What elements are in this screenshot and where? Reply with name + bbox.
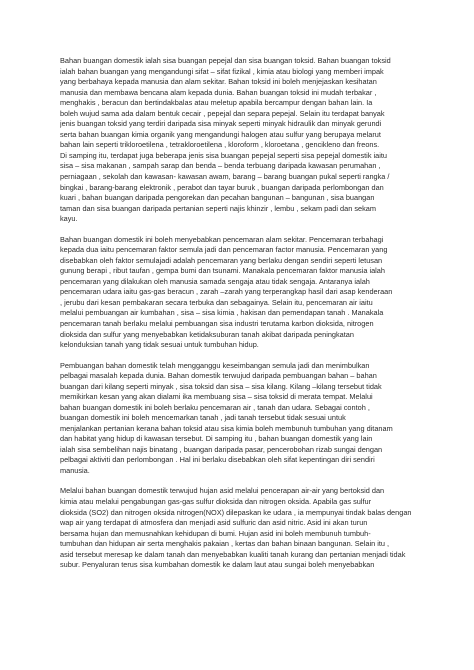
text-line: pelbagai aktiviti dan perlombongan . Hal ini berlaku disebabkan oleh sifat kepentingan diri sendiri xyxy=(60,455,375,465)
text-line: taman dan sisa buangan daripada pertanian seperti najis khinzir , lembu , sekam padi dan sekam xyxy=(60,203,376,213)
text-line: wap air yang terdapat di atmosfera dan menjadi asid sulfuric dan asid nitric. Asid ini akan turun xyxy=(60,518,368,528)
text-line: asid tersebut meresap ke dalam tanah dan menyebabkan kualiti tanah kurang dan pertanian menjadi tidak xyxy=(60,549,406,559)
text-line: bingkai , barang-barang elektronik , perabot dan tayar buruk , buangan daripada perlombongan dan xyxy=(60,182,384,192)
text-line: manusia. xyxy=(60,466,90,476)
text-line: buangan domestik ini boleh mencemarkan tanah , jadi tanah tersebut tidak sesuai untuk xyxy=(60,413,346,423)
text-line: pencemaran yang dilakukan oleh manusia samada sengaja atau tidak sengaja. Antaranya ialah xyxy=(60,276,370,286)
text-line: ialah bahan buangan yang mengandungi sifat – sifat fizikal , kimia atau biologi yang memberi impak xyxy=(60,66,384,76)
text-line: kimia atau melalui pengabungan gas-gas sulfur dioksida dan nitrogen oksida. Apabila gas sulfur xyxy=(60,497,372,506)
text-line: menjalankan pertanian kerana bahan toksid atau sisa kimia boleh membunuh tumbuhan yang ditanam xyxy=(60,423,393,433)
text-line: kuari , bahan buangan daripada pengorekan dan pecahan bangunan – bangunan , sisa buangan xyxy=(60,193,375,203)
text-line: menghakis , beracun dan bertindakbalas atau meletup apabila bercampur dengan bahan lain. Ia xyxy=(60,98,373,108)
text-line: pencemaran udara iaitu gas-gas beracun , zarah –zarah yang terperangkap hasil dari asap kenderaan xyxy=(60,287,393,297)
text-line: ialah sisa sembelihan najis binatang , buangan daripada pasar, pencerobohan rizab sungai dengan xyxy=(60,444,383,454)
text-line: dioksida (SO2) dan nitrogen oksida nitrogen(NOX) dilepaskan ke udara , ia mempunyai tindak balas dengan xyxy=(60,507,412,517)
text-line: tumbuhan dan hidupan air serta menghakis pakaian , kertas dan bahan binaan bangunan. Selain itu , xyxy=(60,539,390,549)
text-line: Pembuangan bahan domestik telah mengganggu keseimbangan semula jadi dan menimbulkan xyxy=(60,360,370,370)
document-page xyxy=(60,56,424,571)
text-line: bahan lain seperti trikloroetilena , tetrakloroetilena , kloroform , kloroetana , gencikleno dan freons. xyxy=(60,140,380,150)
text-line: boleh wujud sama ada dalam bentuk cecair , pepejal dan separa pepejal. Selain itu terdapat banyak xyxy=(60,108,385,118)
paragraph xyxy=(60,361,424,477)
text-line: kayu. xyxy=(60,214,78,224)
text-line: kepada dua iaitu pencemaran faktor semula jadi dan pencemaran factor manusia. Pencemaran yang xyxy=(60,245,388,255)
text-line: dan habitat yang hidup di kawasan tersebut. Di samping itu , bahan buangan domestik yang lain xyxy=(60,434,373,444)
text-line: pelbagai masalah kepada dunia. Bahan domestik terwujud daripada pembuangan bahan – bahan xyxy=(60,371,377,381)
text-line: jenis buangan toksid yang terdiri daripada sisa minyak seperti minyak hidraulik dan minyak gerundi xyxy=(60,119,382,129)
text-line: perniagaan , sekolah dan kawasan- kawasan awam, barang – barang buangan pukal seperti rangka / xyxy=(60,172,390,182)
text-line: Bahan buangan domestik ialah sisa buangan pepejal dan sisa buangan toksid. Bahan buangan toksid xyxy=(60,56,391,65)
text-line: Melalui bahan buangan domestik terwujud hujan asid melalui pencerapan air-air yang bertoksid dan xyxy=(60,486,385,496)
text-line: bahan buangan domestik ini boleh berlaku pencemaran air , tanah dan udara. Sebagai contoh , xyxy=(60,402,370,412)
text-line: yang berbahaya kepada manusia dan alam sekitar. Bahan toksid ini boleh menjejaskan kesihatan xyxy=(60,77,377,87)
text-line: Di samping itu, terdapat juga beberapa jenis sisa buangan pepejal seperti sisa pepejal domestik iaitu xyxy=(60,150,388,160)
text-line: pencemaran tanah berlaku melalui pembuangan sisa industri terutama karbon dioksida, nitrogen xyxy=(60,319,374,329)
text-line: , jerubu dari kesan pembakaran secara terbuka dan sebagainya. Selain itu, pencemaran air iaitu xyxy=(60,297,373,307)
text-line: subur. Penyaluran terus sisa kumbahan domestik ke dalam laut atau sungai boleh menyebabkan xyxy=(60,560,375,570)
text-line: Bahan buangan domestik ini boleh menyebabkan pencemaran alam sekitar. Pencemaran terbahagi xyxy=(60,234,384,244)
text-line: melalui pembuangan air kumbahan , sisa – sisa kimia , hakisan dan pemendapan tanah . Manakala xyxy=(60,308,384,318)
paragraph xyxy=(60,56,424,225)
text-line: gunung berapi , ribut taufan , gempa bumi dan tsunami. Manakala pencemaran faktor manusia ialah xyxy=(60,266,385,276)
text-line: dioksida dan sulfur yang menyebabkan ketidaksuburan tanah akibat daripada peningkatan xyxy=(60,329,354,339)
text-line: serta bahan buangan kimia organik yang mengandungi halogen atau sulfur yang berupaya melarut xyxy=(60,129,381,139)
text-line: buangan dari kilang seperti minyak , sisa toksid dan sisa – sisa kilang. Kilang –kilang tersebut tidak xyxy=(60,381,382,391)
text-line: bersama hujan dan memusnahkan kehidupan di bumi. Hujan asid ini boleh membunuh tumbuh- xyxy=(60,528,371,538)
paragraph xyxy=(60,486,424,570)
text-line: disebabkan oleh faktor semulajadi adalah pencemaran yang berlaku dengan sendiri seperti letusan xyxy=(60,255,383,265)
text-line: kelonduksian tanah yang tidak sesuai untuk tumbuhan hidup. xyxy=(60,340,259,350)
paragraph xyxy=(60,235,424,351)
text-line: memikirkan kesan yang akan dialami ika membuang sisa – sisa toksid di merata tempat. Melalui xyxy=(60,392,373,402)
text-line: sisa – sisa makanan , sampah sarap dan benda – benda terbuang daripada kawasan perumahan , xyxy=(60,161,381,171)
text-line: manusia dan membawa bencana alam kepada dunia. Bahan buangan toksid ini mudah terbakar , xyxy=(60,87,377,97)
